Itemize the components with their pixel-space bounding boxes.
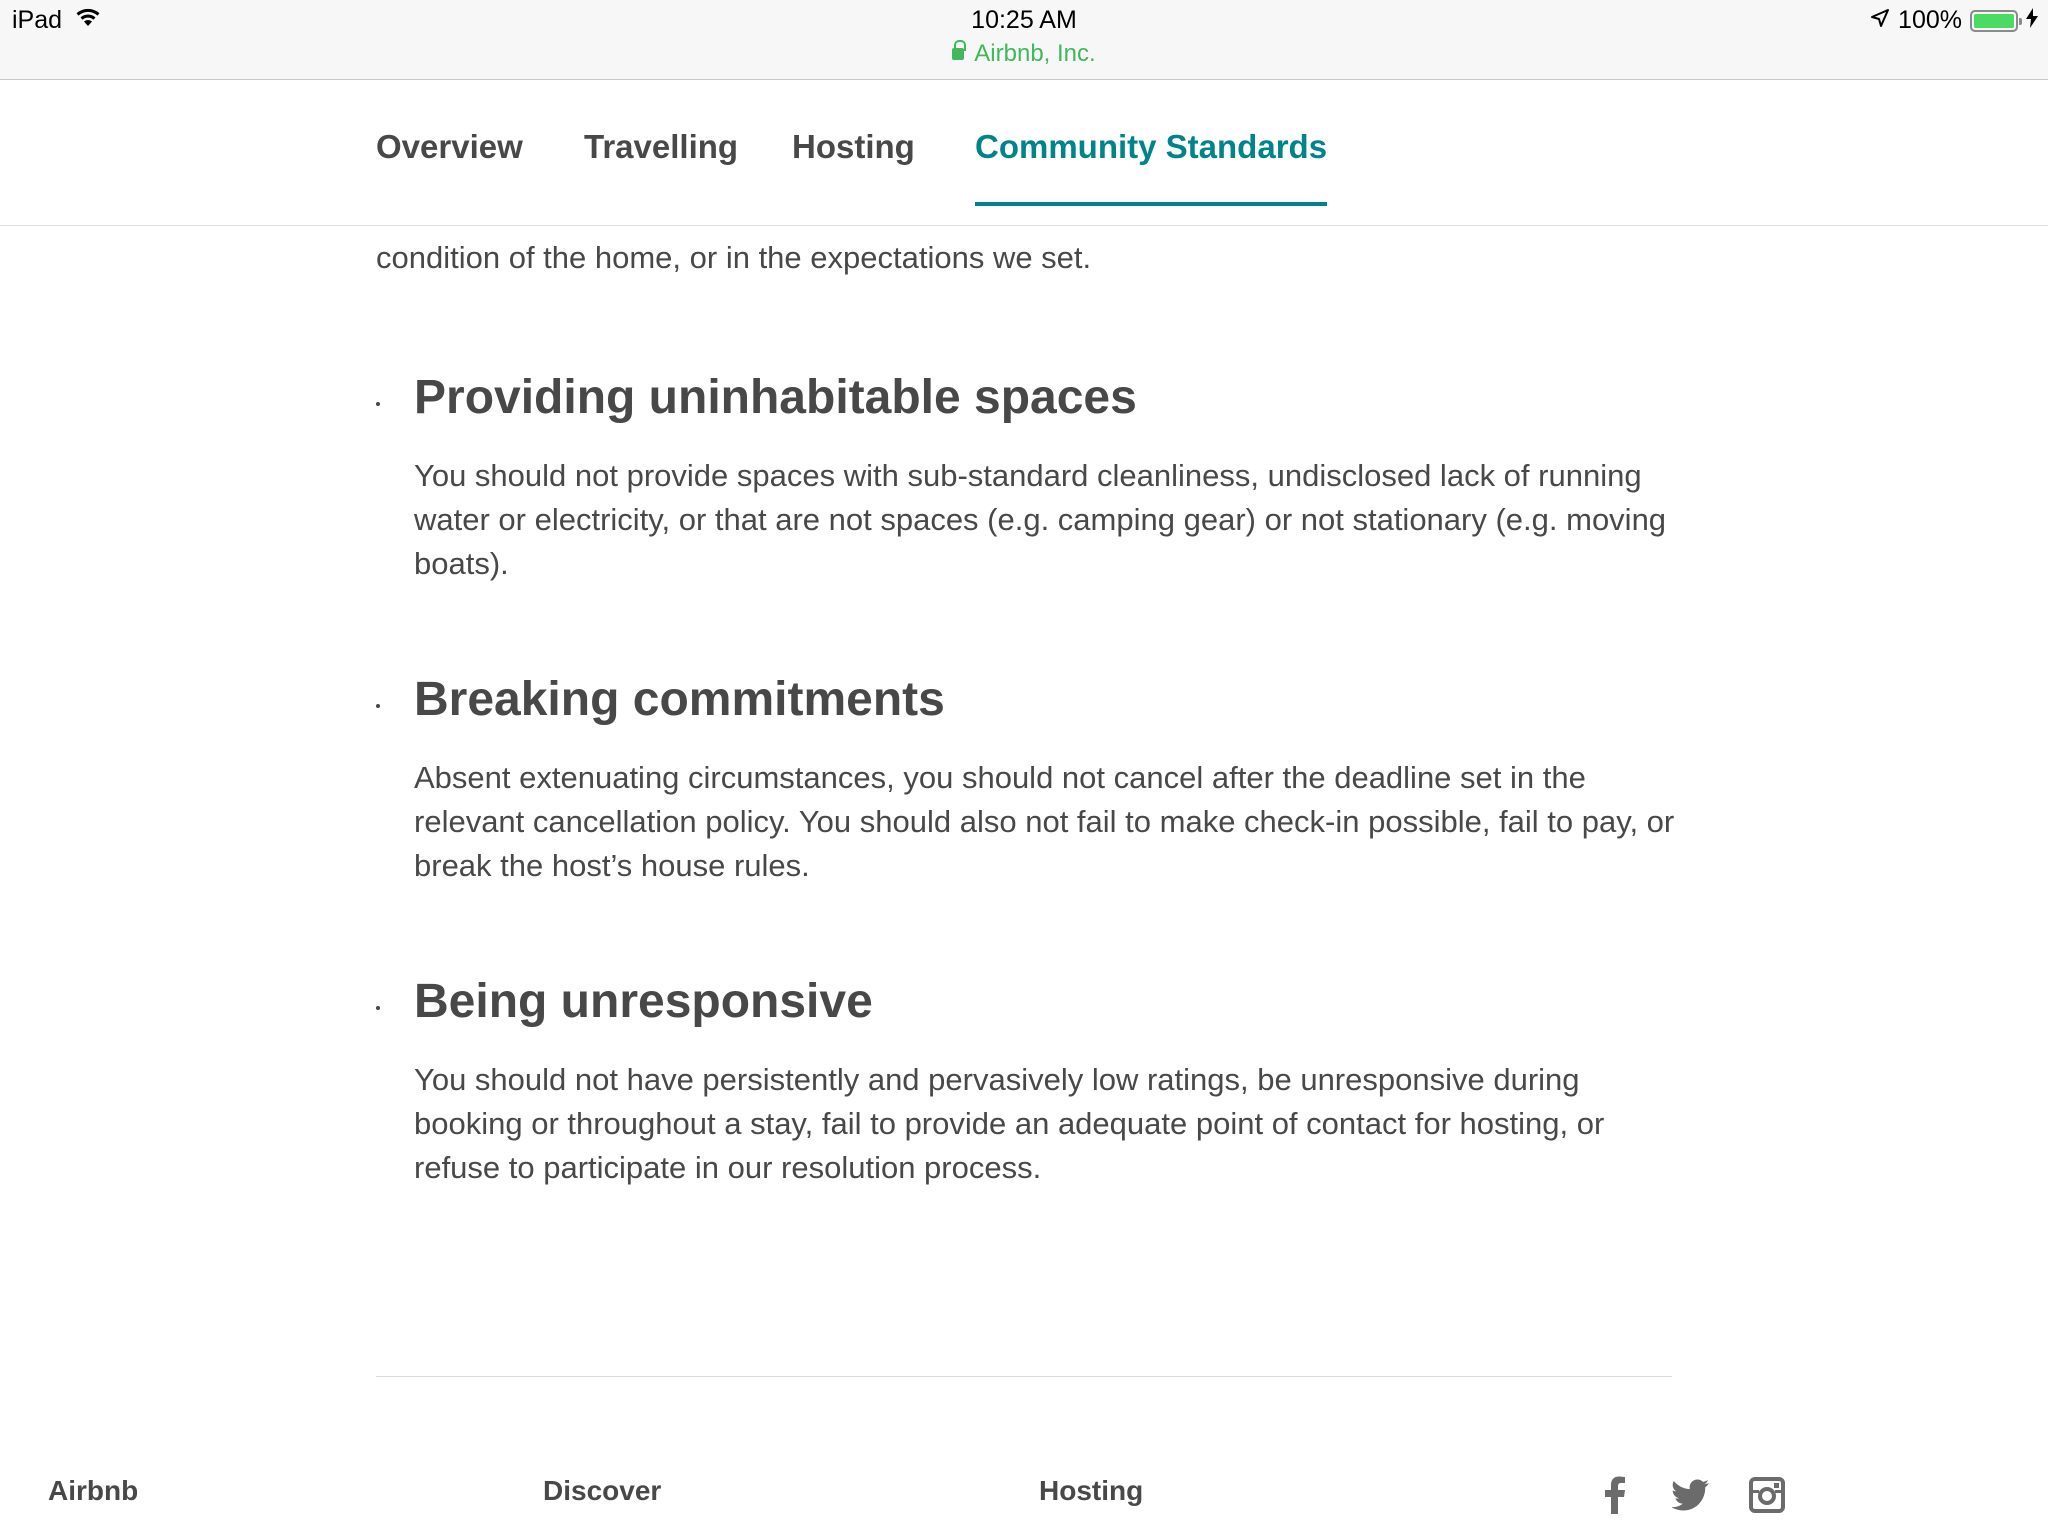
status-right — [1870, 6, 2038, 35]
main-content — [376, 226, 1676, 1190]
section-title: Breaking commitments — [414, 673, 945, 726]
footer-heading-hosting: Hosting — [1039, 1475, 1144, 1506]
footer-heading-airbnb: Airbnb — [48, 1475, 139, 1506]
section-body: You should not have persistently and pervasively low ratings, be unresponsive during booking or throughout a stay, fail to provide an adequate point of contact for hosting, or refuse to participate in our resolution process. — [414, 1062, 1605, 1185]
section-body: Absent extenuating circumstances, you should not cancel after the deadline set in the relevant cancellation policy. You should also not fail to make check-in possible, fail to pay, or break the host’s house rules. — [414, 760, 1675, 883]
address-text: Airbnb, Inc. — [974, 40, 1096, 67]
clock: 10:25 AM — [971, 6, 1077, 34]
section-being-unresponsive — [376, 972, 1676, 1190]
twitter-icon[interactable] — [1672, 1476, 1710, 1514]
section-body: You should not provide spaces with sub-standard cleanliness, undisclosed lack of running water or electricity, or that are not spaces (e.g. camping gear) or not stationary (e.g. moving boats). — [414, 458, 1667, 581]
ios-status-bar — [0, 0, 2048, 80]
battery-icon — [1970, 10, 2018, 32]
location-arrow-icon — [1870, 6, 1890, 35]
bullet — [376, 1006, 380, 1010]
lead-text: condition of the home, or in the expectations we set. — [376, 240, 1092, 275]
charging-bolt-icon — [2026, 6, 2038, 35]
tab-overview[interactable]: Overview — [376, 128, 523, 165]
tab-hosting[interactable]: Hosting — [792, 128, 915, 165]
section-breaking-commitments — [376, 670, 1676, 888]
tab-travelling[interactable]: Travelling — [584, 128, 739, 165]
footer-heading-discover: Discover — [543, 1475, 662, 1506]
instagram-icon[interactable] — [1748, 1476, 1786, 1514]
address-bar[interactable] — [0, 40, 2048, 68]
tab-community-standards[interactable]: Community Standards — [975, 128, 1327, 206]
battery-percent: 100% — [1898, 6, 1962, 34]
social-links — [1596, 1476, 1786, 1514]
facebook-icon[interactable] — [1596, 1476, 1634, 1514]
footer-divider — [376, 1376, 1672, 1377]
section-title: Providing uninhabitable spaces — [414, 371, 1137, 424]
device-name: iPad — [12, 6, 63, 34]
section-tabs — [0, 80, 2048, 226]
bullet — [376, 704, 380, 708]
section-uninhabitable-spaces — [376, 368, 1676, 586]
bullet — [376, 402, 380, 406]
lock-icon — [952, 48, 964, 60]
battery-level — [1974, 14, 2014, 28]
section-title: Being unresponsive — [414, 975, 873, 1028]
